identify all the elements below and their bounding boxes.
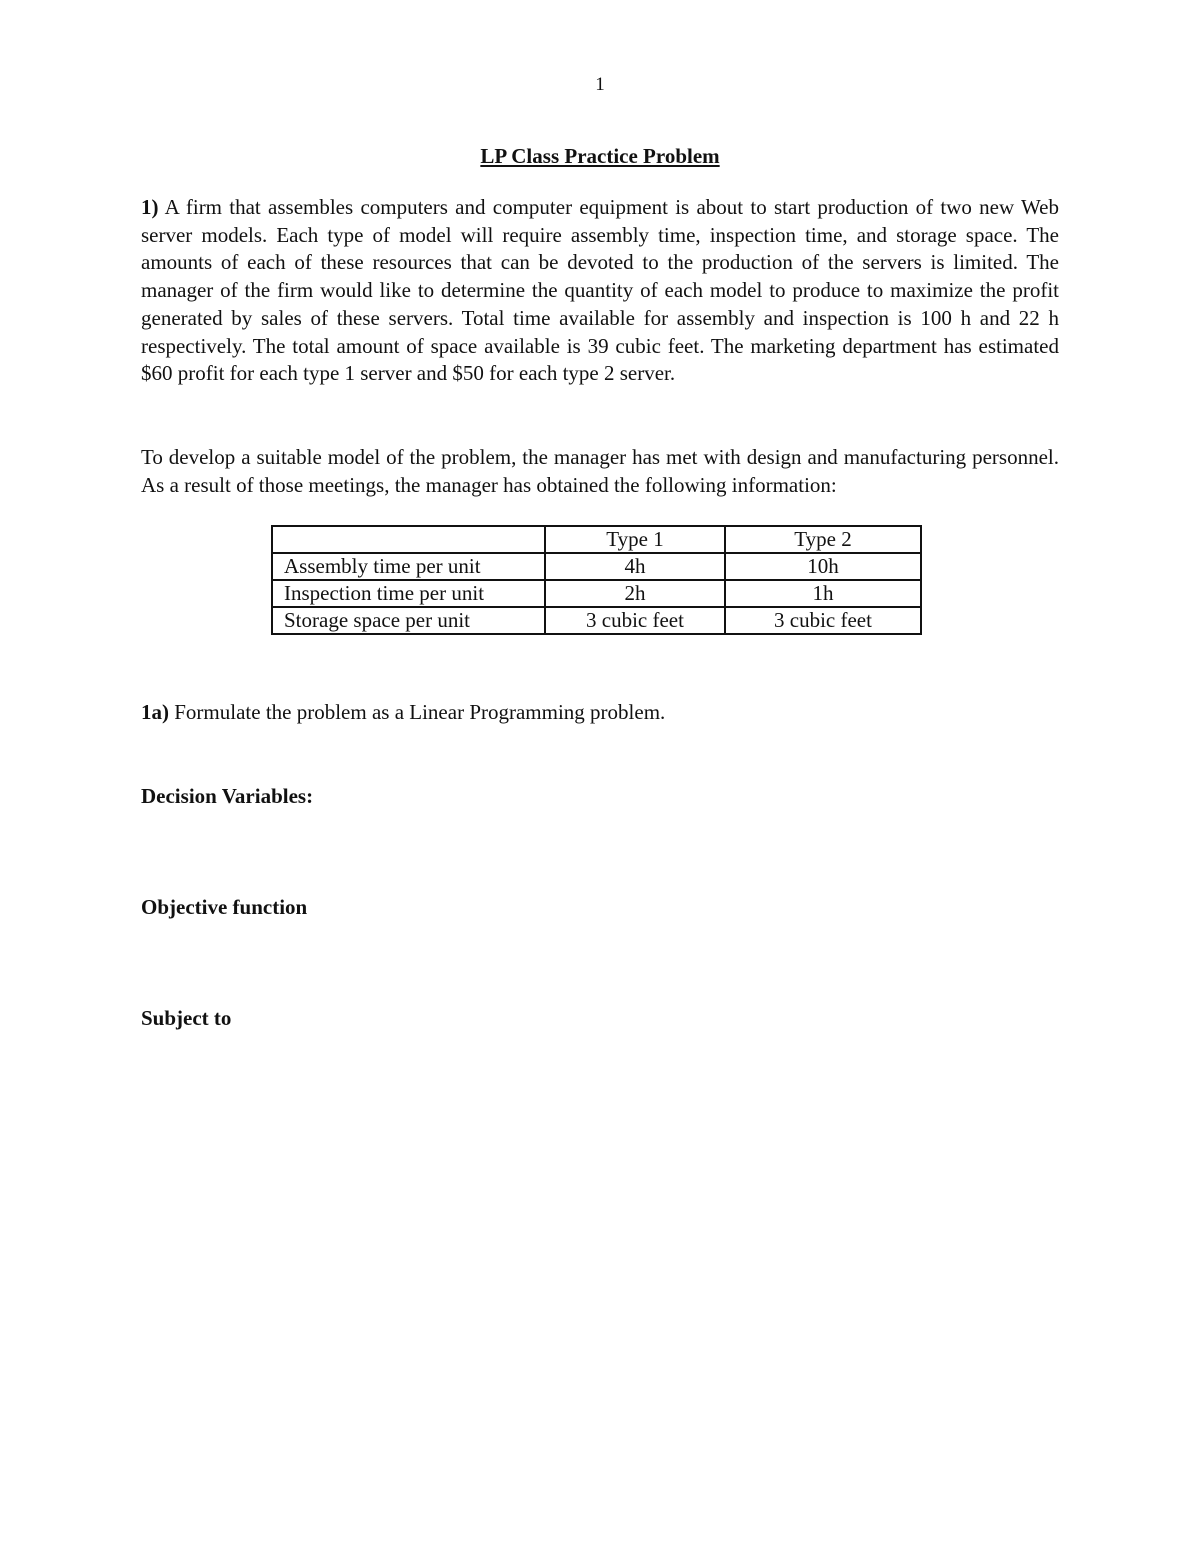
table-row	[272, 580, 921, 607]
question-number: 1a)	[141, 700, 169, 724]
table-cell: Storage space per unit	[272, 607, 545, 634]
table-row	[272, 607, 921, 634]
table-cell: 3 cubic feet	[545, 607, 725, 634]
table-cell: Inspection time per unit	[272, 580, 545, 607]
question-text: Formulate the problem as a Linear Programming problem.	[169, 700, 666, 724]
table-cell: 2h	[545, 580, 725, 607]
problem-statement	[141, 194, 1059, 388]
problem-text: A firm that assembles computers and computer equipment is about to start production of two new Web server models. Each type of model will require assembly time, inspection time, and storage space. The amounts of each of these resources that can be devoted to the production of the servers is limited. The manager of the firm would like to determine the quantity of each model to produce to maximize the profit generated by sales of these servers. Total time available for assembly and inspection is 100 h and 22 h respectively. The total amount of space available is 39 cubic feet. The marketing department has estimated $60 profit for each type 1 server and $50 for each type 2 server.	[141, 195, 1059, 386]
table-header-row	[272, 526, 921, 553]
objective-function-heading: Objective function	[141, 895, 308, 919]
table-cell: 1h	[725, 580, 921, 607]
page-number: 1	[595, 74, 605, 95]
table-cell: 10h	[725, 553, 921, 580]
table-row	[272, 553, 921, 580]
table-cell: 4h	[545, 553, 725, 580]
table-header-cell: Type 2	[725, 526, 921, 553]
table-header-cell: Type 1	[545, 526, 725, 553]
resource-table	[271, 525, 922, 635]
context-paragraph: To develop a suitable model of the problem, the manager has met with design and manufacturing personnel. As a result of those meetings, the manager has obtained the following information:	[141, 445, 1059, 497]
subject-to-heading: Subject to	[141, 1006, 232, 1030]
decision-variables-heading: Decision Variables:	[141, 784, 314, 808]
table-cell: Assembly time per unit	[272, 553, 545, 580]
table-header-cell	[272, 526, 545, 553]
document-title: LP Class Practice Problem	[480, 144, 720, 168]
table-cell: 3 cubic feet	[725, 607, 921, 634]
question-1a	[141, 700, 665, 725]
problem-number: 1)	[141, 195, 159, 219]
